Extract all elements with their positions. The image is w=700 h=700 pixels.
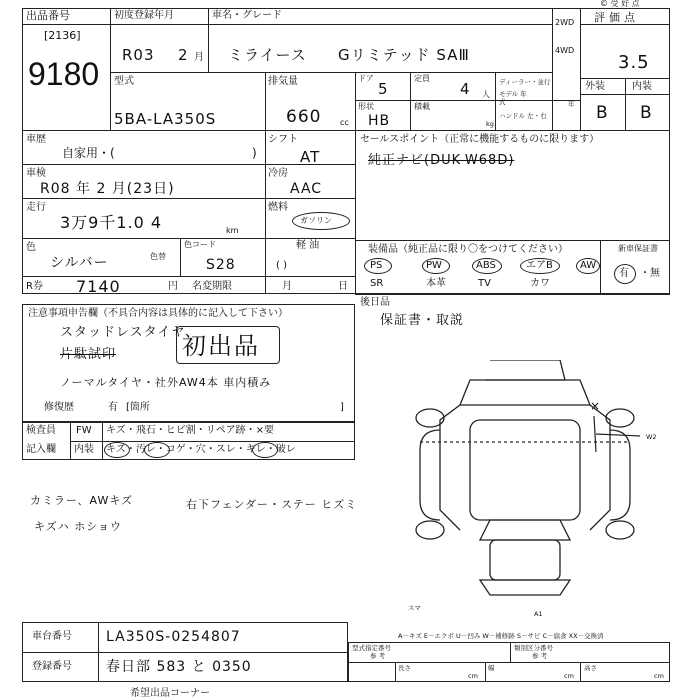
reg-year-label: 初度登録年月 [114, 10, 174, 21]
drive-4wd: 4WD [555, 46, 575, 55]
repair-close: ] [340, 402, 344, 413]
equip-leather: 本革 [426, 278, 446, 289]
recycle-label: R券 [26, 281, 43, 292]
warranty-no: ・無 [640, 268, 660, 279]
fuel-diesel: 軽 油 [296, 240, 320, 251]
eval-label: 評価点 [594, 11, 639, 24]
shape-value: HB [368, 113, 391, 129]
equipment-label: 装備品（純正品に限り〇をつけてください） [368, 244, 568, 255]
grade: Gリミテッド SAⅢ [338, 46, 470, 64]
capacity-value: 4 [460, 80, 471, 98]
damage-mark-x: × [590, 399, 601, 413]
load-unit: kg [486, 120, 494, 128]
capacity-label: 定員 [414, 74, 430, 83]
ref-code: [2136] [44, 29, 81, 42]
color-label: 色 [26, 242, 36, 253]
next-corner-label: 希望出品コーナー [130, 688, 210, 699]
mileage-unit: km [226, 226, 239, 235]
colorcode-label: 色替 [150, 252, 166, 261]
history-label: 車歴 [26, 134, 46, 145]
disp-label: 排気量 [268, 76, 298, 87]
height-label: 高さ [584, 664, 597, 672]
chassis-label: 車台番号 [32, 631, 72, 642]
reg-month: 2 [178, 46, 189, 64]
inspect-fw-items: キズ・飛石・ヒビ割・リペア跡・×要 [106, 425, 274, 436]
fuel-paren: ( ) [276, 260, 287, 271]
recycle-unit: 円 [168, 281, 178, 292]
shape-label: 形状 [358, 102, 374, 111]
reg-year: R03 [122, 46, 155, 64]
warranty-yes: 有 [619, 268, 629, 279]
inspect-fw: FW [76, 425, 92, 436]
dealer-label: ディーラー・並行 [499, 78, 551, 86]
inspection-value: R08 年 2 月(23日) [40, 181, 175, 197]
handle-label: ハンドル 左・右 [499, 112, 547, 120]
score: 3.5 [618, 52, 650, 73]
drive-2wd: 2WD [555, 18, 575, 27]
year-unit: 年 [568, 100, 575, 108]
ac-label: 冷房 [268, 168, 288, 179]
legend: A－キズ E－エクボ U－凹み W－補修跡 S－サビ C－腐食 XX－交換済 [398, 632, 604, 640]
disp-unit: cc [340, 118, 349, 127]
car-body-diagram [400, 360, 660, 620]
mileage-label: 走行 [26, 202, 46, 213]
remarks-line2: キズハ ホショウ [34, 520, 123, 533]
warranty-label: 新車保証書 [618, 244, 658, 253]
equip-sr: SR [370, 278, 384, 289]
name-change-day: 日 [338, 281, 348, 292]
inspect-label1: 検査員 [26, 425, 56, 436]
model-name: ミライース [228, 46, 307, 64]
stamp-text: 初出品 [182, 332, 260, 360]
form-label3: 類別区分番号 [514, 644, 553, 652]
inspect-int: 内装 [74, 444, 94, 455]
ac-value: AAC [290, 181, 323, 197]
equip-aw: AW [580, 260, 597, 271]
month-unit: 月 [194, 52, 204, 63]
chassis-value: LA350S-0254807 [106, 629, 241, 645]
plate-value: 春日部 583 と 0350 [106, 659, 252, 675]
name-change-label: 名変期限 [192, 281, 232, 292]
load-label: 積載 [414, 102, 430, 111]
disp-value: 660 [286, 107, 322, 127]
selling-label: セールスポイント（正常に機能するものに限ります） [360, 134, 600, 145]
form-label4: 参 考 [532, 652, 548, 660]
shift-label: シフト [268, 134, 298, 145]
inspect-label2: 記入欄 [26, 444, 56, 455]
model-year-label: モデル 年式 [499, 90, 527, 106]
remarks-line1: カミラー、AWキズ [30, 494, 134, 507]
form-label1: 型式指定番号 [352, 644, 391, 652]
doors-label: ドア [358, 74, 374, 83]
notes-line1: スタッドレスタイヤ [60, 325, 186, 340]
repair-place: [箇所 [126, 402, 150, 413]
doors-value: 5 [378, 80, 389, 98]
eval-note: © 受 好 点 [600, 0, 640, 8]
width-cm: cm [564, 672, 574, 680]
equip-ps: PS [370, 260, 383, 271]
colorcode-value: S28 [206, 257, 236, 273]
notes-line2: 片駄試印 [60, 347, 117, 362]
ext-label: 外装 [585, 81, 605, 92]
rear-value: 保証書・取説 [380, 313, 465, 328]
plate-label: 登録番号 [32, 661, 72, 672]
notes-label: 注意事項申告欄（不具合内容は具体的に記入して下さい） [28, 308, 288, 319]
history-close: ) [252, 146, 257, 160]
inspect-int-items: キズ・汚レ・コゲ・穴・スレ・キレ・破レ [106, 444, 296, 455]
type-value: 5BA-LA350S [114, 110, 217, 128]
lot-number: 9180 [28, 56, 100, 92]
colorcode2-label: 色コード [184, 240, 216, 249]
damage-mark-a1: A1 [534, 610, 543, 618]
remarks-line1b: 右下フェンダー・ステー ヒズミ [186, 498, 358, 511]
rear-label: 後日品 [360, 297, 390, 308]
shift-value: AT [300, 148, 321, 166]
color-value: シルバー [50, 255, 109, 271]
int-label: 内装 [632, 81, 652, 92]
equip-abs: ABS [476, 260, 496, 271]
fuel-label: 燃料 [268, 202, 288, 213]
mileage-value: 3万9千1.0 4 [60, 213, 163, 232]
selling-value: 純正ナビ(DUK-W68D) [368, 153, 515, 168]
name-change-month: 月 [282, 281, 292, 292]
equip-kawa: カワ [530, 278, 550, 289]
equip-airbag: エアB [526, 260, 553, 271]
equip-pw: PW [426, 260, 442, 271]
type-label: 型式 [114, 76, 134, 87]
int-value: B [640, 103, 653, 123]
form-label2: 参 考 [370, 652, 386, 660]
height-cm: cm [654, 672, 664, 680]
len-label: 長さ [398, 664, 411, 672]
model-label: 車名・グレード [212, 10, 282, 21]
lot-label: 出品番号 [26, 9, 70, 22]
width-label: 幅 [488, 664, 495, 672]
len-cm: cm [468, 672, 478, 680]
notes-line3: ノーマルタイヤ・社外AW4本 車内積み [60, 376, 272, 389]
recycle-value: 7140 [76, 277, 121, 296]
repair-value: 有 [108, 402, 118, 413]
damage-mark-sma: スマ [408, 604, 421, 612]
inspection-label: 車検 [26, 168, 46, 179]
fuel-gas: ガソリン [300, 216, 332, 225]
history-value: 自家用・( [62, 146, 115, 160]
equip-tv: TV [478, 278, 491, 289]
ext-value: B [596, 103, 609, 123]
repair-label: 修復歴 [44, 402, 74, 413]
capacity-unit: 人 [482, 90, 490, 99]
damage-mark-w2: W2 [646, 433, 657, 441]
